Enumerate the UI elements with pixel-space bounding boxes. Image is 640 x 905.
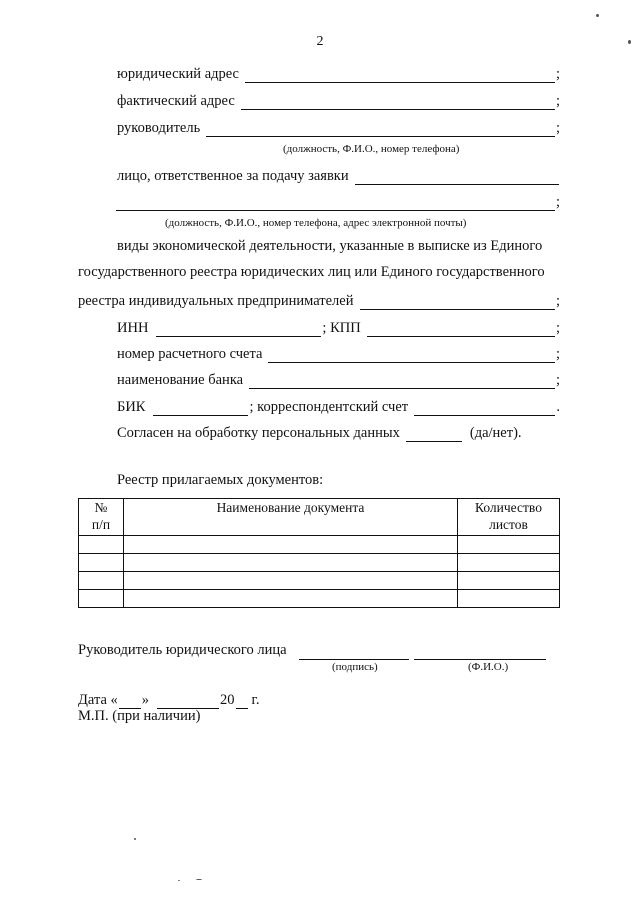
consent-row [117,422,560,442]
date-year-field[interactable] [236,693,248,709]
responsible-row-2 [78,191,560,211]
bank-row [117,369,560,389]
date-row [78,689,278,709]
actual-address-field[interactable] [241,94,555,110]
table-cell[interactable] [124,590,458,608]
legal-address-end: ; [555,66,560,82]
corr-account-label: ; корреспондентский счет [249,399,409,415]
head-field[interactable] [206,121,555,137]
account-end: ; [555,346,560,362]
table-row [79,536,560,554]
responsible-field[interactable] [355,169,559,185]
actual-address-label: фактический адрес [117,93,235,109]
head-row [117,117,560,137]
signature-field[interactable] [299,658,409,660]
signature-sign-hint: (подпись) [332,661,378,673]
table-cell[interactable] [124,536,458,554]
col-number-header: № п/п [79,499,124,536]
table-cell[interactable] [79,536,124,554]
inn-label: ИНН [117,320,149,336]
table-cell[interactable] [458,554,560,572]
legal-address-field[interactable] [245,67,555,83]
table-cell[interactable] [458,590,560,608]
stamp-label: М.П. (при наличии) [78,708,201,724]
kpp-field[interactable] [367,321,555,337]
table-cell[interactable] [79,554,124,572]
scan-speck [178,880,180,881]
scan-speck [134,838,136,840]
date-label-mid: » [141,692,150,708]
responsible-row [117,165,560,185]
date-year-prefix: 20 [220,692,235,708]
activities-row [78,290,560,310]
account-label: номер расчетного счета [117,346,263,362]
bank-field[interactable] [249,373,555,389]
legal-address-label: юридический адрес [117,66,239,82]
legal-address-row [117,63,560,83]
table-cell[interactable] [124,554,458,572]
head-end: ; [555,120,560,136]
kpp-label: ; КПП [322,320,361,336]
col-name-header: Наименование документа [124,499,458,536]
consent-suffix: (да/нет). [469,425,522,441]
activities-line-2: государственного реестра юридических лиц или Единого государственного [78,264,545,280]
bik-label: БИК [117,399,146,415]
scan-speck [628,40,631,44]
registry-title: Реестр прилагаемых документов: [117,472,324,488]
date-label-start: Дата « [78,692,118,708]
table-row [79,554,560,572]
scan-speck [596,14,599,17]
account-row [117,343,560,363]
date-month-field[interactable] [157,693,219,709]
table-cell[interactable] [79,590,124,608]
col-sheets-header: Количество листов [458,499,560,536]
actual-address-end: ; [555,93,560,109]
activities-line-1: виды экономической деятельности, указанные в выписке из Единого [117,238,543,254]
responsible-hint: (должность, Ф.И.О., номер телефона, адрес электронной почты) [165,217,467,229]
corr-account-field[interactable] [414,400,555,416]
consent-field[interactable] [406,426,462,442]
head-hint: (должность, Ф.И.О., номер телефона) [283,143,460,155]
signature-label: Руководитель юридического лица [78,642,287,658]
account-field[interactable] [268,347,555,363]
responsible-label: лицо, ответственное за подачу заявки [117,168,349,184]
signature-name-field[interactable] [414,658,546,660]
actual-address-row [117,90,560,110]
table-row [79,572,560,590]
bank-label: наименование банка [117,372,244,388]
kpp-end: ; [555,320,560,336]
bank-end: ; [555,372,560,388]
scan-speck [196,879,202,880]
documents-table [78,498,560,608]
table-header-row [79,499,560,536]
responsible-field-2[interactable] [116,195,555,211]
date-day-field[interactable] [119,693,141,709]
inn-field[interactable] [156,321,321,337]
bik-end: . [556,399,560,415]
bik-field[interactable] [153,400,248,416]
bik-row [117,396,560,416]
table-cell[interactable] [79,572,124,590]
table-cell[interactable] [458,572,560,590]
date-year-suffix: г. [251,692,260,708]
signature-name-hint: (Ф.И.О.) [468,661,509,673]
inn-kpp-row [117,317,560,337]
table-row [79,590,560,608]
page-number: 2 [316,34,324,49]
activities-label: реестра индивидуальных предпринимателей [78,293,354,309]
activities-field[interactable] [360,294,555,310]
table-cell[interactable] [458,536,560,554]
consent-label: Согласен на обработку персональных данных [117,425,400,441]
head-label: руководитель [117,120,201,136]
responsible-end: ; [555,194,560,210]
table-cell[interactable] [124,572,458,590]
activities-end: ; [555,293,560,309]
